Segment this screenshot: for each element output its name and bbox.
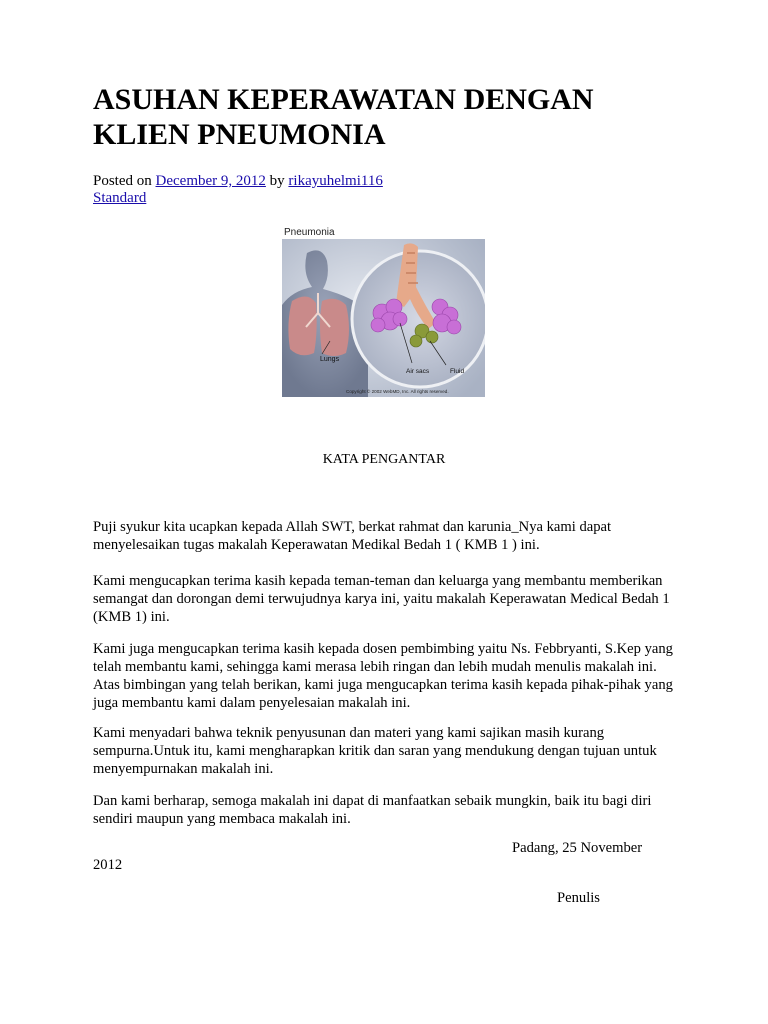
post-date-link[interactable]: December 9, 2012 <box>155 173 266 189</box>
label-air-sacs: Air sacs <box>406 368 430 375</box>
closing-year: 2012 <box>93 857 123 873</box>
pneumonia-illustration <box>282 223 485 397</box>
posted-on-label: Posted on <box>93 173 152 189</box>
paragraph-2: Kami mengucapkan terima kasih kepada teman-teman dan keluarga yang membantu memberikan semangat dan dorongan demi terwujudnya karya ini, yaitu makalah Keperawatan Medical Bedah 1 (KMB 1) ini. <box>93 573 670 625</box>
by-label: by <box>269 173 285 189</box>
figure-title: Pneumonia <box>284 227 335 238</box>
author-link[interactable]: rikayuhelmi116 <box>288 173 383 189</box>
section-heading: KATA PENGANTAR <box>322 452 446 467</box>
label-lungs: Lungs <box>320 356 340 363</box>
paragraph-4: Kami menyadari bahwa teknik penyusunan dan materi yang kami sajikan masih kurang sempurna.Untuk itu, kami mengharapkan kritik dan saran yang mendukung dengan tujuan untuk menyempurnakan makalah ini. <box>93 725 657 777</box>
figure-copyright: Copyright © 2002 WebMD, Inc. All rights reserved. <box>346 389 449 394</box>
closing-signer: Penulis <box>557 890 600 906</box>
paragraph-5: Dan kami berharap, semoga makalah ini dapat di manfaatkan sebaik mungkin, baik itu bagi diri sendiri maupun yang membaca makalah ini. <box>93 793 652 827</box>
category-link[interactable]: Standard <box>93 190 147 206</box>
paragraph-1: Puji syukur kita ucapkan kepada Allah SWT, berkat rahmat dan karunia_Nya kami dapat menyelesaikan tugas makalah Keperawatan Medikal Bedah 1 ( KMB 1 ) ini. <box>93 519 612 553</box>
label-fluid: Fluid <box>450 368 465 375</box>
paragraph-3: Kami juga mengucapkan terima kasih kepada dosen pembimbing yaitu Ns. Febbryanti, S.Kep yang telah membantu kami, sehingga kami merasa lebih ringan dan lebih mudah menulis makalah ini. Atas bimbingan yang telah berikan, kami juga mengucapkan terima kasih kepada pihak-pihak yang juga membantu kami dalam penyelesaian makalah ini. <box>93 641 673 711</box>
post-category <box>93 189 146 207</box>
post-meta <box>93 172 383 190</box>
closing-place-date: Padang, 25 November <box>512 840 643 856</box>
page-title: ASUHAN KEPERAWATAN DENGAN KLIEN PNEUMONIA <box>93 83 594 151</box>
